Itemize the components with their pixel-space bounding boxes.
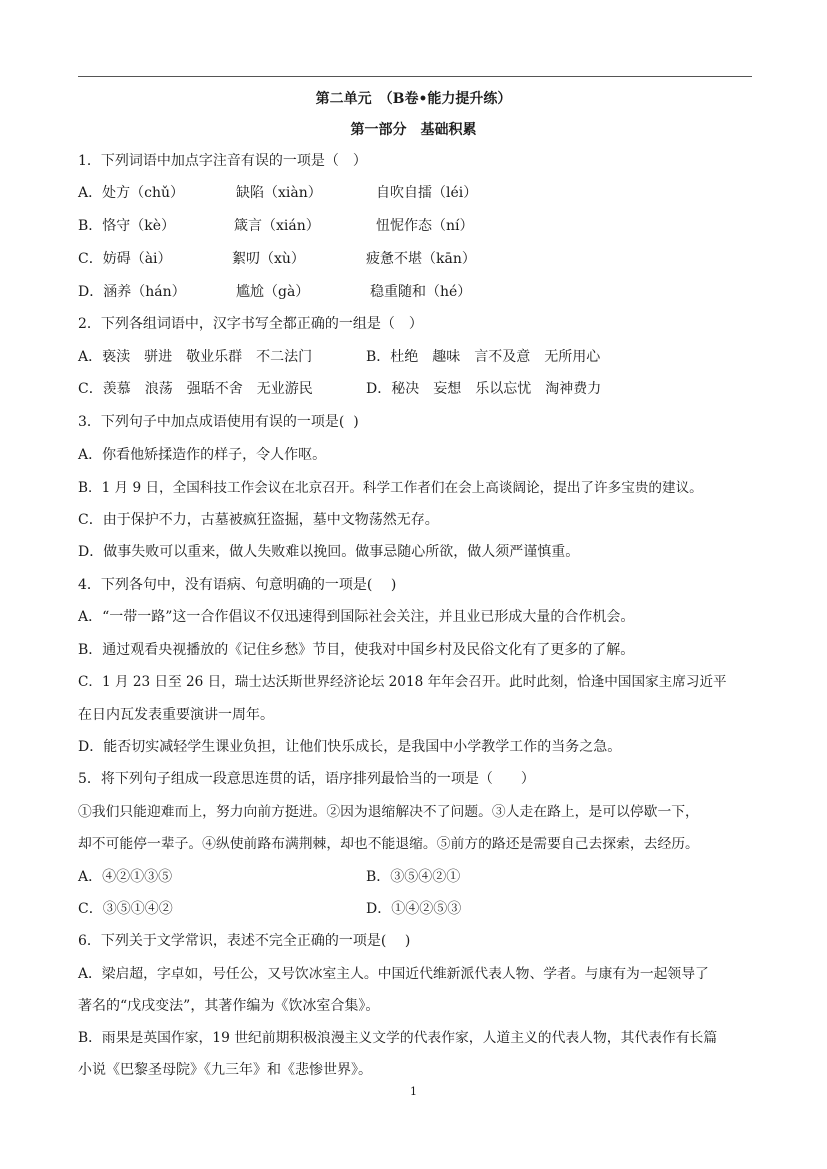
q5-passage-line2: 却不可能停一辈子。④纵使前路布满荆棘，却也不能退缩。⑤前方的路还是需要自己去探索，去经历。 <box>78 836 699 852</box>
q1-c-col3: 疲惫不堪（kān） <box>366 251 476 267</box>
q4-option-d: D．能否切实减轻学生课业负担，让他们快乐成长，是我国中小学教学工作的当务之急。 <box>78 739 622 755</box>
q1-b-col3: 忸怩作态（ní） <box>376 218 474 234</box>
q3-option-a: A．你看他矫揉造作的样子，令人作呕。 <box>78 447 327 463</box>
q3-option-c: C．由于保护不力，古墓被疯狂盗掘，墓中文物荡然无存。 <box>78 512 439 528</box>
q1-a-col3: 自吹自擂（léi） <box>376 185 478 201</box>
q5-option-c: C．③⑤①④② <box>78 901 173 917</box>
q1-b-col2: 箴言（xián） <box>234 218 320 234</box>
q1-a-col1: A．处方（chǔ） <box>78 185 184 201</box>
q5-option-a: A．④②①③⑤ <box>78 869 173 885</box>
unit-title: 第二单元 （B卷•能力提升练） <box>315 91 512 107</box>
page-number: 1 <box>410 1085 417 1098</box>
q2-stem: 2．下列各组词语中，汉字书写全都正确的一组是（ ） <box>78 316 423 332</box>
q2-option-b: B．杜绝 趣味 言不及意 无所用心 <box>366 349 601 365</box>
q3-option-b: B．1 月 9 日，全国科技工作会议在北京召开。科学工作者们在会上高谈阔论，提出了许多宝贵的建议。 <box>78 480 703 496</box>
q1-d-col3: 稳重随和（hé） <box>370 284 472 300</box>
q5-option-d: D．①④②⑤③ <box>366 901 462 917</box>
q4-option-a: A．“一带一路”这一合作倡议不仅迅速得到国际社会关注，并且业已形成大量的合作机会。 <box>78 609 635 625</box>
q4-option-c-line2: 在日内瓦发表重要演讲一周年。 <box>78 707 274 723</box>
part-title: 第一部分 基础积累 <box>350 122 477 138</box>
q6-stem: 6．下列关于文学常识，表述不完全正确的一项是( ) <box>78 933 411 949</box>
header-rule <box>78 76 752 77</box>
q1-d-col2: 尴尬（gà） <box>236 284 310 300</box>
q6-option-b-line2: 小说《巴黎圣母院》《九三年》和《悲惨世界》。 <box>78 1062 372 1078</box>
q5-option-b: B．③⑤④②① <box>366 869 461 885</box>
q6-option-a-line1: A．梁启超，字卓如，号任公，又号饮冰室主人。中国近代维新派代表人物、学者。与康有为一起领导了 <box>78 966 709 982</box>
q6-option-b-line1: B．雨果是英国作家，19 世纪前期积极浪漫主义文学的代表作家，人道主义的代表人物，其代表作有长篇 <box>78 1030 718 1046</box>
q2-option-a: A．亵渎 骈进 敬业乐群 不二法门 <box>78 349 313 365</box>
q1-b-col1: B．恪守（kè） <box>78 218 176 234</box>
q3-stem: 3．下列句子中加点成语使用有误的一项是( ) <box>78 414 359 430</box>
q1-stem: 1．下列词语中加点字注音有误的一项是（ ） <box>78 153 367 169</box>
q6-option-a-line2: 著名的“戊戌变法”，其著作编为《饮冰室合集》。 <box>78 998 380 1014</box>
q4-option-c-line1: C．1 月 23 日至 26 日，瑞士达沃斯世界经济论坛 2018 年年会召开。此时此刻，恰逢中国国家主席习近平 <box>78 674 727 690</box>
q5-stem: 5．将下列句子组成一段意思连贯的话，语序排列最恰当的一项是（ ） <box>78 771 535 787</box>
q4-option-b: B．通过观看央视播放的《记住乡愁》节目，使我对中国乡村及民俗文化有了更多的了解。 <box>78 642 635 658</box>
q1-a-col2: 缺陷（xiàn） <box>236 185 322 201</box>
q4-stem: 4．下列各句中，没有语病、句意明确的一项是( ) <box>78 577 397 593</box>
q1-d-col1: D．涵养（hán） <box>78 284 186 300</box>
q2-option-d: D．秘决 妄想 乐以忘忧 淘神费力 <box>366 381 602 397</box>
q5-passage-line1: ①我们只能迎难而上，努力向前方挺进。②因为退缩解决不了问题。③人走在路上，是可以停歇一下， <box>78 804 699 820</box>
q1-c-col1: C．妨碍（ài） <box>78 251 172 267</box>
q3-option-d: D．做事失败可以重来，做人失败难以挽回。做事忌随心所欲，做人须严谨慎重。 <box>78 544 580 560</box>
q1-c-col2: 絮叨（xù） <box>232 251 305 267</box>
q2-option-c: C．羡慕 浪荡 强聒不舍 无业游民 <box>78 381 313 397</box>
